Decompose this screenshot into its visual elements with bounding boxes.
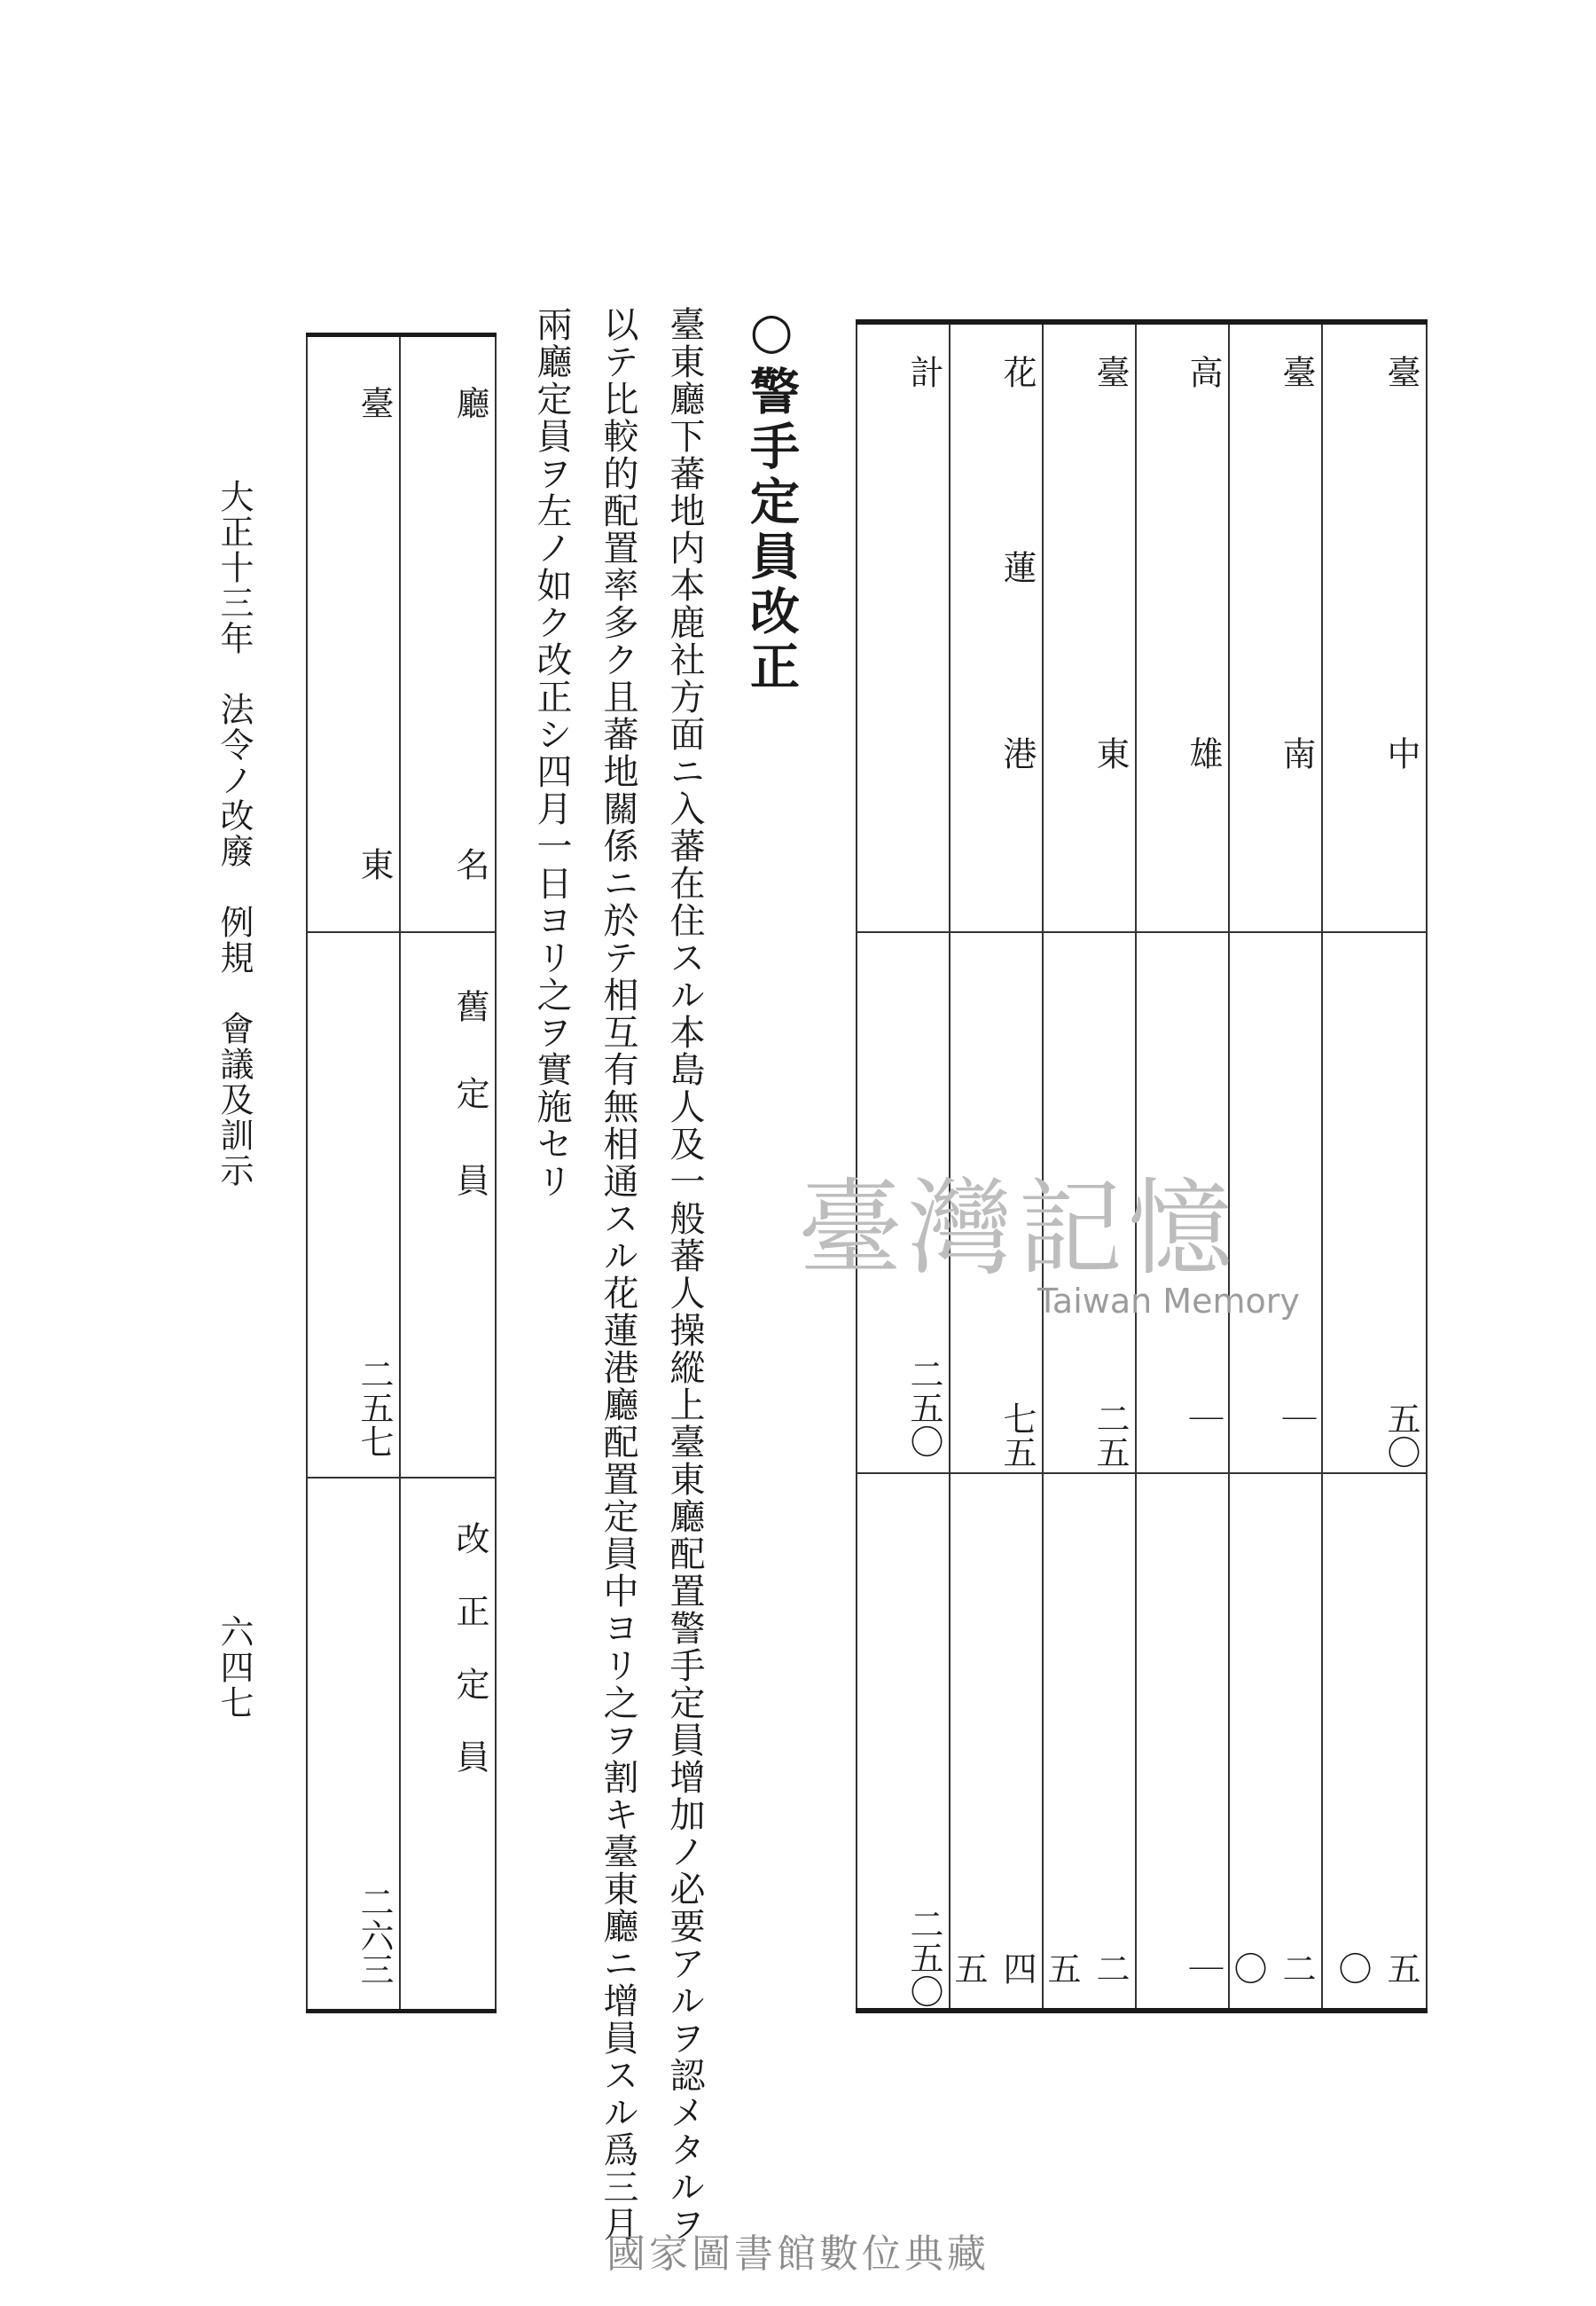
new-quota-value: 四五 (949, 1951, 1037, 1985)
new-quota-value: 二〇 (1228, 1951, 1316, 1985)
region-name-part: 蓮 (998, 550, 1037, 584)
row-name-char1: 臺 (355, 386, 394, 420)
staff-quota-table-revised (306, 333, 497, 2013)
old-quota-value: 七五 (998, 1401, 1037, 1469)
region-name-part: 港 (998, 736, 1037, 770)
region-name-part: 臺 (1381, 355, 1420, 388)
header-name-char1: 廳 (450, 386, 489, 420)
table-hline (856, 931, 1428, 933)
header-new: 改正定員 (450, 1521, 489, 1812)
new-quota-value: 二五 (1042, 1951, 1130, 1985)
table-top-rule (306, 333, 497, 337)
old-quota-value: 二五〇 (904, 1357, 943, 1458)
table-hline (856, 1472, 1428, 1474)
footer-credit: 國家圖書館數位典藏 (606, 2231, 990, 2277)
watermark-logo-en: Taiwan Memory (1037, 1282, 1300, 1321)
region-name-part: 中 (1381, 736, 1420, 770)
body-line-2: 以テ比較的配置率多ク且蕃地關係ニ於テ相互有無相通スル花蓮港廳配置定員中ヨリ之ヲ割キ臺東廳ニ增員スル爲三月 (598, 306, 638, 2243)
region-name-part: 高 (1184, 355, 1223, 388)
region-name: 計 (904, 355, 943, 388)
row-name-char2: 東 (355, 847, 394, 881)
watermark-logo: 臺灣記憶 (798, 1167, 1239, 1290)
old-quota-value: ｜ (1184, 1401, 1223, 1435)
region-name-part: 東 (1091, 736, 1130, 770)
table-vline (1426, 325, 1428, 2008)
row-new-value: 二六三 (355, 1885, 394, 1986)
running-header: 大正十三年 法令ノ改廢 例規 會議及訓示 (215, 479, 254, 1188)
row-name-top (306, 386, 399, 420)
header-name-bottom (399, 847, 495, 881)
row-old-value: 二五七 (355, 1357, 394, 1458)
page-number: 六四七 (215, 1614, 254, 1721)
table-hline (306, 931, 497, 933)
header-old: 舊定員 (450, 989, 489, 1250)
table-vline (495, 337, 497, 2009)
region-name-part: 臺 (1277, 355, 1316, 388)
old-quota-value: 二五 (1091, 1401, 1130, 1469)
table-vline (306, 337, 308, 2009)
region-name-part: 雄 (1184, 736, 1223, 770)
section-title: ○警手定員改正 (742, 302, 801, 695)
table-top-rule (856, 319, 1428, 325)
table-hline (306, 1477, 497, 1479)
table-vline (1321, 325, 1323, 2008)
header-name-top (399, 386, 495, 420)
old-quota-value: 五〇 (1381, 1401, 1420, 1469)
table-bottom-rule (306, 2009, 497, 2013)
region-name-part: 南 (1277, 736, 1316, 770)
new-quota-value: 五〇 (1333, 1951, 1420, 1985)
body-line-1: 臺東廳下蕃地内本鹿社方面ニ入蕃在住スル本島人及一般蕃人操縱上臺東廳配置警手定員增加ノ必要アルヲ認メタルヲ (664, 306, 705, 2243)
header-name-char2: 名 (450, 847, 489, 881)
old-quota-value: ｜ (1277, 1401, 1316, 1435)
body-line-3: 兩廳定員ヲ左ノ如ク改正シ四月一日ヨリ之ヲ實施セリ (531, 306, 572, 1200)
row-name-bottom (306, 847, 399, 881)
region-name-part: 花 (998, 355, 1037, 388)
new-quota-value: 二五〇 (904, 1907, 943, 2008)
new-quota-value: ｜ (1184, 1951, 1223, 1985)
region-name-part: 臺 (1091, 355, 1130, 388)
